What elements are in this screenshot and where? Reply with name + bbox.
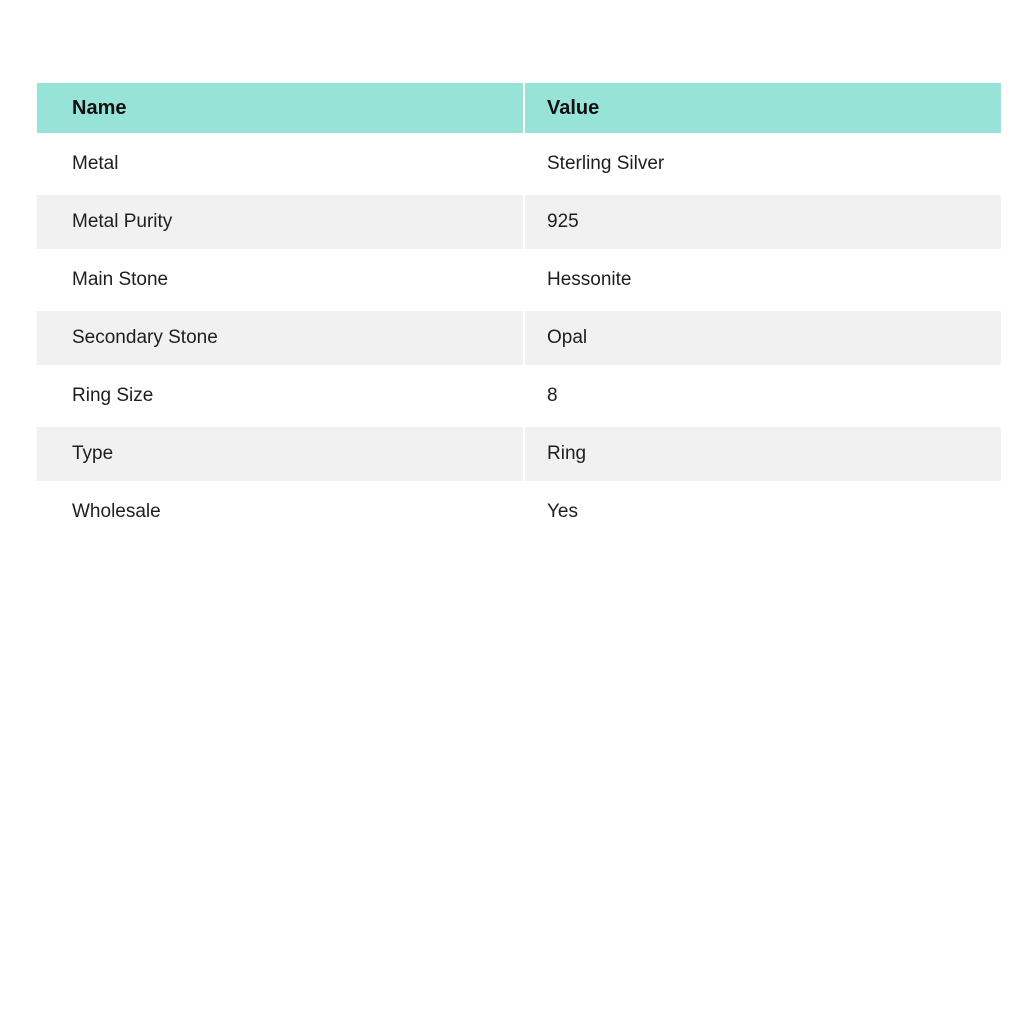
- attribute-value-cell: Opal: [525, 309, 1001, 367]
- table-header: [37, 83, 1001, 135]
- table-row: [37, 309, 1001, 367]
- attribute-name-cell: Main Stone: [37, 251, 525, 309]
- attribute-name-cell: Metal Purity: [37, 193, 525, 251]
- column-header-name: Name: [37, 83, 525, 135]
- table-header-row: [37, 83, 1001, 135]
- table-row: [37, 135, 1001, 193]
- table-row: [37, 251, 1001, 309]
- attribute-value-cell: Hessonite: [525, 251, 1001, 309]
- attribute-name-cell: Metal: [37, 135, 525, 193]
- table-row: [37, 367, 1001, 425]
- attribute-name-cell: Type: [37, 425, 525, 483]
- column-header-value: Value: [525, 83, 1001, 135]
- attribute-value-cell: Ring: [525, 425, 1001, 483]
- attribute-value-cell: Sterling Silver: [525, 135, 1001, 193]
- table-body: [37, 135, 1001, 541]
- attribute-name-cell: Secondary Stone: [37, 309, 525, 367]
- attribute-value-cell: 8: [525, 367, 1001, 425]
- table-row: [37, 193, 1001, 251]
- attributes-table: [37, 83, 1001, 541]
- table-row: [37, 483, 1001, 541]
- attribute-value-cell: 925: [525, 193, 1001, 251]
- attribute-name-cell: Ring Size: [37, 367, 525, 425]
- attributes-table-container: [37, 83, 1001, 541]
- table-row: [37, 425, 1001, 483]
- attribute-name-cell: Wholesale: [37, 483, 525, 541]
- attribute-value-cell: Yes: [525, 483, 1001, 541]
